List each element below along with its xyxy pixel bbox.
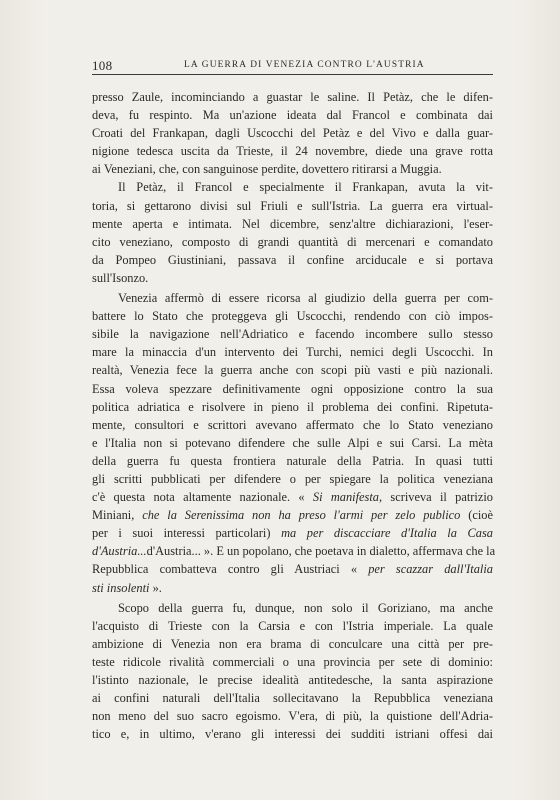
text-line: da Pompeo Giustiniani, passava il confine arciducale e si portava <box>92 252 493 267</box>
text-line: teste ridicole rivalità commerciali o una provincia per sete di dominio: <box>92 654 493 669</box>
running-head: LA GUERRA DI VENEZIA CONTRO L'AUSTRIA <box>184 60 425 70</box>
text-line: mente aperta e intimata. Nel dicembre, senz'altre dichiarazioni, l'eser- <box>92 216 493 231</box>
page-header <box>92 58 492 74</box>
text-line: della guerra fu questa frontiera naturale della Patria. In quasi tutti <box>92 453 493 468</box>
header-rule <box>92 74 493 75</box>
text-line: presso Zaule, incominciando a guastar le saline. Il Petàz, che le difen- <box>92 90 493 104</box>
paragraph <box>92 289 496 597</box>
text-line: cito veneziano, composto di grandi quantità di mercenari e comandato <box>92 234 493 249</box>
text-line <box>92 506 493 524</box>
page-number: 108 <box>92 58 113 73</box>
text-line: nigione tedesca uscita da Trieste, il 24 novembre, diede una grave rotta <box>92 144 493 159</box>
text-line: mare la minaccia d'un intervento dei Turchi, nemici degli Uscocchi. In <box>92 345 493 360</box>
text-line: toria, si gettarono divisi sul Friuli e sull'Istria. La guerra era virtual- <box>92 198 493 213</box>
text-line: l'acquisto di Trieste con la Carsia e con l'Istria imperiale. La quale <box>92 618 493 633</box>
italic-quote: sti insolenti <box>92 580 150 595</box>
text-line: tico e, in ultimo, v'erano gli interessi dei sudditi istriani offesi dai <box>92 727 493 742</box>
text-segment: per i suoi interessi particolari) <box>92 526 282 541</box>
text-line <box>92 488 493 506</box>
text-line: non meno del suo sacro egoismo. V'era, di più, la quistione dell'Adria- <box>92 709 493 724</box>
text-line: battere lo Stato che proteggeva gli Uscocchi, rendendo con ciò impos- <box>92 309 493 324</box>
text-line: politica adriatica e risolvere in pieno il problema dei confini. Ripetuta- <box>92 399 493 414</box>
paragraph <box>92 88 493 178</box>
text-line: Croati del Frankapan, dagli Uscocchi del Petàz e del Vivo e dalla guar- <box>92 126 493 141</box>
italic-quote: Si manifesta, <box>312 490 383 505</box>
text-line: ambizione di Venezia non era brama di conculcare una città per pre- <box>92 636 493 651</box>
text-line: Scopo della guerra fu, dunque, non solo il Goriziano, ma anche <box>118 600 493 615</box>
text-line: ai confini naturali dell'Italia sollecitavano la Repubblica veneziana <box>92 691 493 706</box>
text-segment: c'è questa nota altamente nazionale. « <box>92 490 313 505</box>
text-line: Il Petàz, il Francol e specialmente il Frankapan, avuta la vit- <box>118 180 493 195</box>
text-line: mente, consultori e scrittori avevano affermato che lo Stato veneziano <box>92 417 493 432</box>
text-segment: Miniani, <box>92 508 143 523</box>
text-line: e l'Italia non si potevano difendere che sulle Alpi e sui Carsi. La mèta <box>92 435 493 450</box>
text-line: gli scritti pubblicati per difendere o per spiegare la politica veneziana <box>92 471 493 486</box>
text-line: Essa voleva spezzare definitivamente ogni opposizione contro la sua <box>92 381 493 396</box>
text-line <box>92 524 493 542</box>
text-line <box>92 579 493 597</box>
text-line: Venezia affermò di essere ricorsa al giudizio della guerra per com- <box>118 291 493 306</box>
text-line <box>92 542 496 560</box>
text-segment: d'Austria... ». E un popolano, che poetava in dialetto, affermava che la <box>146 544 496 559</box>
body-text <box>92 88 496 743</box>
text-line: realtà, Venezia fece la guerra anche con scopi più vasti e più nazionali. <box>92 363 493 378</box>
text-line <box>92 560 493 578</box>
text-line: deva, fu respinto. Ma un'azione ideata dal Francol e combinata dai <box>92 108 493 123</box>
text-line: sull'Isonzo. <box>92 270 149 285</box>
italic-quote: che la Serenissima non ha preso l'armi per zelo publico <box>142 508 461 523</box>
italic-quote: ma per discacciare d'Italia la Casa <box>281 526 493 541</box>
text-segment: scriveva il patrizio <box>382 490 493 505</box>
text-line: sibile la navigazione nell'Adriatico e facendo incombere sullo stesso <box>92 327 493 342</box>
paragraph <box>92 178 493 287</box>
italic-quote: per scazzar dall'Italia <box>368 562 493 577</box>
text-line: ai Veneziani, che, con sanguinose perdite, dovettero ritirarsi a Muggia. <box>92 162 442 177</box>
text-line: l'istinto nazionale, le precise idealità antitedesche, la santa aspirazione <box>92 673 493 687</box>
text-segment: Repubblica combatteva contro gli Austriaci « <box>92 562 369 577</box>
text-segment: (cioè <box>460 508 493 523</box>
paragraph <box>92 599 493 744</box>
text-segment: ». <box>149 580 162 595</box>
italic-quote: d'Austria... <box>92 544 147 559</box>
